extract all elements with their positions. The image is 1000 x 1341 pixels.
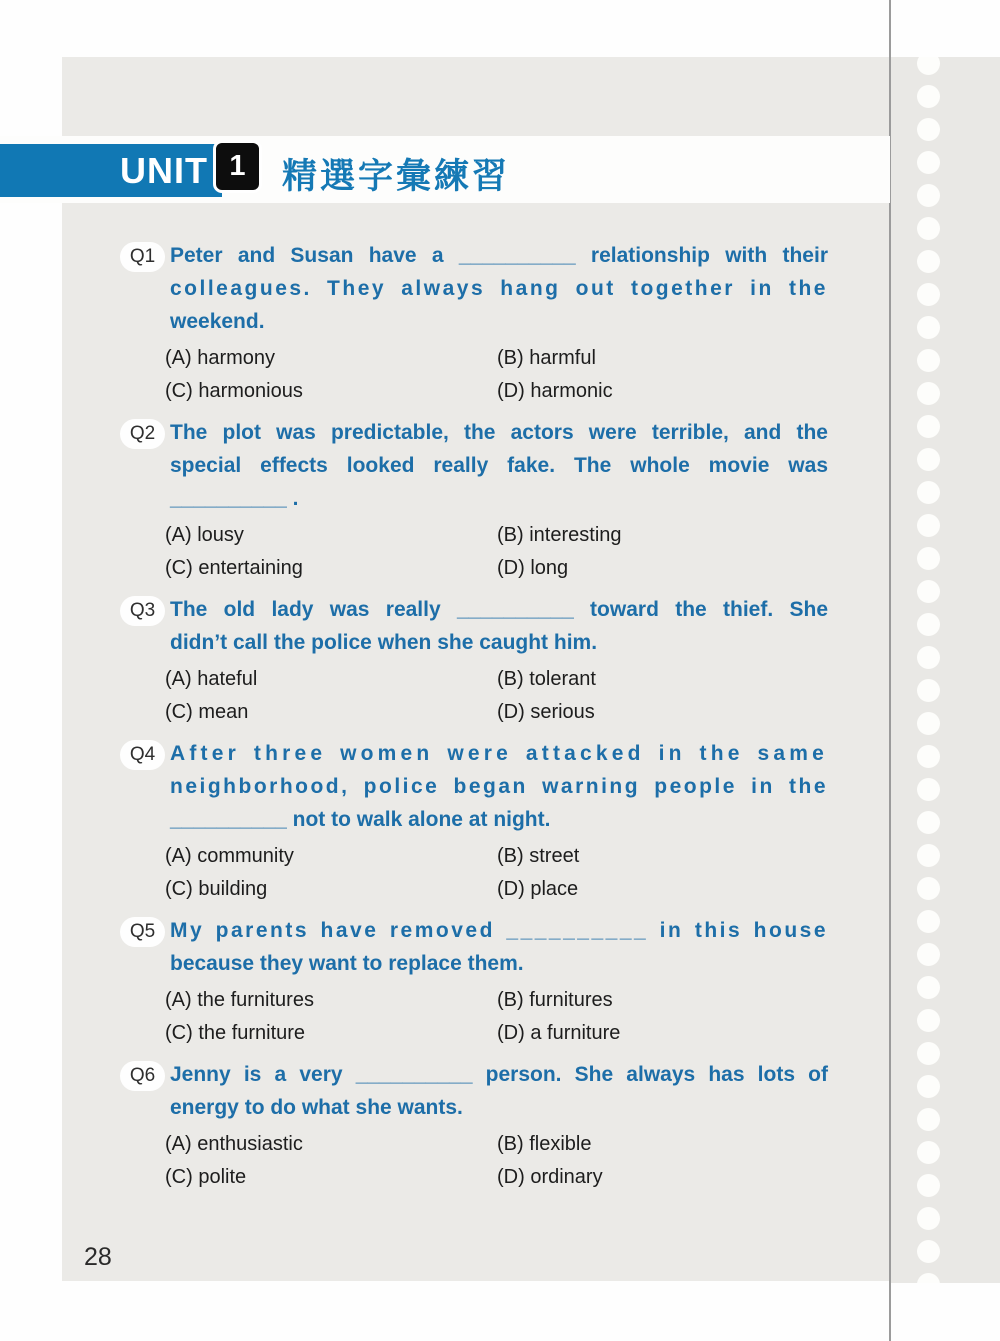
- binding-hole: [917, 1141, 940, 1164]
- binding-hole: [917, 118, 940, 141]
- option-text: street: [529, 845, 580, 867]
- question-badge: Q4: [120, 740, 165, 770]
- option-text: long: [530, 557, 569, 579]
- binding-hole: [917, 811, 940, 834]
- binding-hole: [917, 778, 940, 801]
- binding-hole: [917, 547, 940, 570]
- question-line: neighborhood, police began warning people in the: [170, 775, 828, 798]
- option-label: (B): [497, 524, 524, 546]
- question-line: __________ not to walk alone at night.: [170, 808, 551, 831]
- option: [165, 696, 497, 729]
- option-text: flexible: [529, 1133, 592, 1155]
- option: [497, 873, 828, 906]
- binding-holes-column: [891, 57, 1000, 1283]
- section-title: 精選字彙練習: [282, 157, 511, 196]
- option-label: (D): [497, 1166, 525, 1188]
- option-text: interesting: [529, 524, 622, 546]
- option-text: furnitures: [529, 989, 613, 1011]
- option-label: (D): [497, 557, 525, 579]
- binding-hole: [917, 877, 940, 900]
- question-line: My parents have removed __________ in this house: [170, 919, 828, 942]
- option-label: (B): [497, 668, 524, 690]
- option-text: serious: [530, 701, 595, 723]
- option: [165, 873, 497, 906]
- binding-hole: [917, 1009, 940, 1032]
- unit-label: UNIT: [120, 149, 208, 191]
- option-label: (D): [497, 1022, 525, 1044]
- option: [497, 840, 828, 873]
- question-text: [170, 239, 828, 338]
- option: [165, 552, 497, 585]
- binding-hole: [917, 514, 940, 537]
- question-line: colleagues. They always hang out together in the: [170, 277, 828, 300]
- option-text: mean: [198, 701, 249, 723]
- questions-area: [62, 239, 890, 1202]
- option: [497, 696, 828, 729]
- binding-hole: [917, 1042, 940, 1065]
- binding-hole: [917, 448, 940, 471]
- unit-banner: [0, 144, 222, 197]
- binding-hole: [917, 1174, 940, 1197]
- question-line: Peter and Susan have a __________ relationship with their: [170, 244, 828, 267]
- binding-hole: [917, 415, 940, 438]
- option-text: community: [197, 845, 294, 867]
- question-line: The plot was predictable, the actors were terrible, and the: [170, 421, 828, 444]
- option: [165, 375, 497, 408]
- question-line: energy to do what she wants.: [170, 1096, 463, 1119]
- option-label: (B): [497, 347, 524, 369]
- option-text: hateful: [197, 668, 258, 690]
- options-grid: [165, 984, 828, 1050]
- binding-hole: [917, 613, 940, 636]
- binding-hole: [917, 712, 940, 735]
- option-text: entertaining: [198, 557, 303, 579]
- question-line: weekend.: [170, 310, 265, 333]
- question-badge: Q1: [120, 242, 165, 272]
- question-badge: Q5: [120, 917, 165, 947]
- question-line: didn’t call the police when she caught him.: [170, 631, 598, 654]
- option: [497, 663, 828, 696]
- question-block-q6: [62, 1058, 890, 1194]
- question-line: Jenny is a very __________ person. She always has lots of: [170, 1063, 828, 1086]
- binding-hole: [917, 943, 940, 966]
- option-text: polite: [198, 1166, 247, 1188]
- question-text: [170, 914, 828, 980]
- unit-number: 1: [229, 150, 246, 182]
- option-label: (A): [165, 668, 192, 690]
- option-label: (C): [165, 557, 193, 579]
- option-label: (A): [165, 845, 192, 867]
- option-text: tolerant: [529, 668, 596, 690]
- option-label: (A): [165, 347, 192, 369]
- option-text: place: [530, 878, 579, 900]
- option-text: the furnitures: [197, 989, 314, 1011]
- unit-number-box: [213, 140, 262, 193]
- binding-hole: [917, 1273, 940, 1283]
- option: [165, 1128, 497, 1161]
- option: [497, 519, 828, 552]
- binding-hole: [917, 184, 940, 207]
- option-label: (B): [497, 989, 524, 1011]
- binding-hole: [917, 679, 940, 702]
- question-block-q2: [62, 416, 890, 585]
- option: [165, 840, 497, 873]
- option-text: a furniture: [530, 1022, 621, 1044]
- option-text: lousy: [197, 524, 244, 546]
- option: [165, 1017, 497, 1050]
- option-text: building: [198, 878, 268, 900]
- option: [165, 663, 497, 696]
- binding-hole: [917, 1108, 940, 1131]
- question-line: special effects looked really fake. The whole movie was: [170, 454, 828, 477]
- option: [497, 552, 828, 585]
- question-line: The old lady was really __________ toward the thief. She: [170, 598, 828, 621]
- options-grid: [165, 519, 828, 585]
- question-text: [170, 416, 828, 515]
- option: [497, 342, 828, 375]
- option: [497, 375, 828, 408]
- option-text: harmonious: [198, 380, 303, 402]
- option-label: (C): [165, 1166, 193, 1188]
- binding-hole: [917, 382, 940, 405]
- binding-hole: [917, 250, 940, 273]
- binding-hole: [917, 976, 940, 999]
- option: [165, 519, 497, 552]
- option-label: (A): [165, 524, 192, 546]
- binding-hole: [917, 910, 940, 933]
- question-badge: Q3: [120, 596, 165, 626]
- question-line: __________ .: [170, 487, 299, 510]
- question-line: After three women were attacked in the same: [170, 742, 828, 765]
- option-text: harmony: [197, 347, 276, 369]
- binding-hole: [917, 1240, 940, 1263]
- option-text: harmonic: [530, 380, 613, 402]
- option: [497, 1128, 828, 1161]
- options-grid: [165, 840, 828, 906]
- binding-hole: [917, 57, 940, 75]
- binding-hole: [917, 85, 940, 108]
- option-label: (C): [165, 380, 193, 402]
- question-badge: Q2: [120, 419, 165, 449]
- question-line: because they want to replace them.: [170, 952, 524, 975]
- option-label: (D): [497, 878, 525, 900]
- options-grid: [165, 1128, 828, 1194]
- binding-hole: [917, 1075, 940, 1098]
- question-block-q5: [62, 914, 890, 1050]
- page-number: 28: [84, 1243, 112, 1271]
- option-label: (D): [497, 701, 525, 723]
- option-text: harmful: [529, 347, 596, 369]
- option-label: (D): [497, 380, 525, 402]
- option-label: (C): [165, 701, 193, 723]
- question-text: [170, 737, 828, 836]
- option-text: enthusiastic: [197, 1133, 303, 1155]
- option-label: (A): [165, 1133, 192, 1155]
- option-label: (C): [165, 878, 193, 900]
- question-text: [170, 593, 828, 659]
- question-block-q3: [62, 593, 890, 729]
- option-label: (B): [497, 845, 524, 867]
- binding-hole: [917, 349, 940, 372]
- binding-hole: [917, 646, 940, 669]
- question-block-q4: [62, 737, 890, 906]
- question-text: [170, 1058, 828, 1124]
- binding-hole: [917, 1207, 940, 1230]
- binding-hole: [917, 745, 940, 768]
- question-block-q1: [62, 239, 890, 408]
- option: [165, 984, 497, 1017]
- binding-hole: [917, 316, 940, 339]
- option: [165, 1161, 497, 1194]
- option: [497, 1017, 828, 1050]
- binding-hole: [917, 151, 940, 174]
- binding-hole: [917, 844, 940, 867]
- question-badge: Q6: [120, 1061, 165, 1091]
- option-text: ordinary: [530, 1166, 603, 1188]
- binding-hole: [917, 217, 940, 240]
- binding-hole: [917, 481, 940, 504]
- options-grid: [165, 342, 828, 408]
- option-label: (A): [165, 989, 192, 1011]
- binding-hole: [917, 580, 940, 603]
- options-grid: [165, 663, 828, 729]
- option-text: the furniture: [198, 1022, 306, 1044]
- option: [497, 1161, 828, 1194]
- option-label: (B): [497, 1133, 524, 1155]
- option-label: (C): [165, 1022, 193, 1044]
- option: [165, 342, 497, 375]
- option: [497, 984, 828, 1017]
- binding-hole: [917, 283, 940, 306]
